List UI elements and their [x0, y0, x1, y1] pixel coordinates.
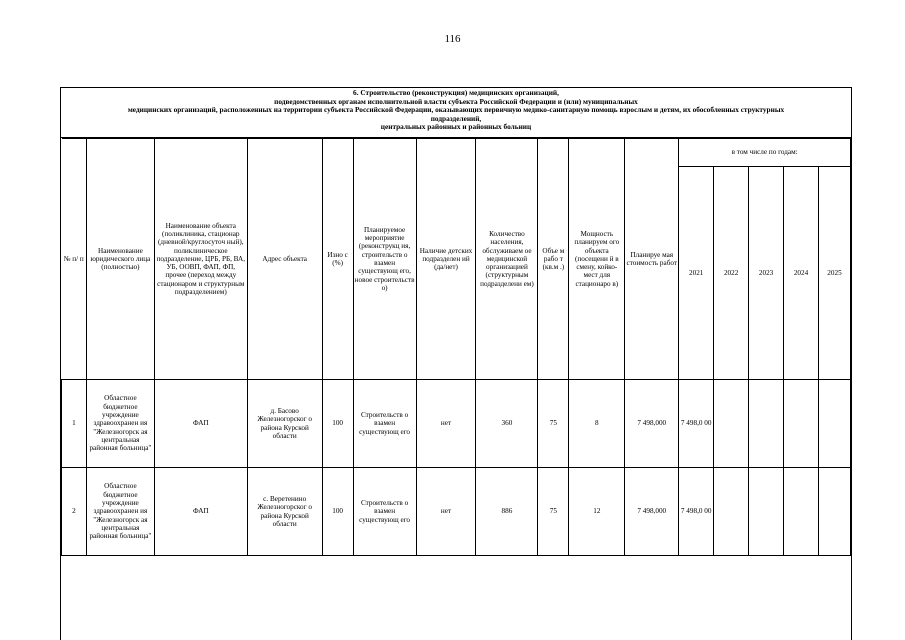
header-cost: Планируе мая стоимость работ [625, 139, 679, 380]
cell-num: 1 [62, 380, 87, 468]
header-year: 2025 [818, 167, 850, 380]
cell-legal-name: Областное бюджетное учреждение здравоохранен ия "Железногорск ая центральная районная больница" [86, 468, 154, 556]
table-row [62, 468, 851, 556]
header-object-name: Наименование объекта (поликлиника, стационар (дневной/круглосуточ ный), поликлиническое подразделение, ЦРБ, РБ, ВА, УБ, ООВП, ФАП, ФП, прочее (переход между стационаром и структурным подразделением) [154, 139, 247, 380]
header-volume: Объе м рабо т (кв.м .) [538, 139, 569, 380]
title-line: 6. Строительство (реконструкция) медицинских организаций, [353, 88, 559, 97]
cell-year-2021: 7 498,0 00 [679, 380, 714, 468]
header-years-group: в том числе по годам: [679, 139, 851, 167]
header-year: 2024 [784, 167, 819, 380]
cell-legal-name: Областное бюджетное учреждение здравоохранен ия "Железногорск ая центральная районная больница" [86, 380, 154, 468]
cell-year-2021: 7 498,0 00 [679, 468, 714, 556]
header-capacity: Мощность планируем ого объекта (посещени й в смену, койко-мест для стационаро в) [569, 139, 625, 380]
cell-volume: 75 [538, 468, 569, 556]
cell-cost: 7 498,000 [625, 468, 679, 556]
cell-year-2025 [818, 468, 850, 556]
header-children: Наличие детских подразделен ий (да/нет) [416, 139, 476, 380]
cell-capacity: 12 [569, 468, 625, 556]
title-line: подведомственных органам исполнительной власти субъекта Российской Федерации и (или) муниципальных [274, 96, 638, 106]
cell-population: 886 [476, 468, 538, 556]
cell-object-name: ФАП [154, 468, 247, 556]
header-wear: Изно с (%) [322, 139, 353, 380]
header-year: 2022 [714, 167, 749, 380]
cell-population: 360 [476, 380, 538, 468]
title-line: центральных районных и районных больниц [380, 122, 532, 132]
header-year: 2023 [749, 167, 784, 380]
header-population: Количество населения, обслуживаем ое медицинской организацией (структурным подразделени ем) [476, 139, 538, 380]
cell-address: д. Басово Железногорског о района Курской области [247, 380, 322, 468]
cell-capacity: 8 [569, 380, 625, 468]
cell-num: 2 [62, 468, 87, 556]
header-activity: Планируемое мероприятие (реконструкц ия, строительств о взамен существующ его, новое строительств о) [353, 139, 416, 380]
header-year: 2021 [679, 167, 714, 380]
header-address: Адрес объекта [247, 139, 322, 380]
table-frame [60, 87, 852, 640]
table-row [62, 380, 851, 468]
title-line: медицинских организаций, расположенных на территории субъекта Российской Федерации, оказывающих первичную медико-санитарную помощь взрослым и детям, их обособленных структурных [127, 105, 785, 115]
cell-year-2025 [818, 380, 850, 468]
cell-address: с. Веретенино Железногорског о района Курской области [247, 468, 322, 556]
cell-children: нет [416, 380, 476, 468]
cell-children: нет [416, 468, 476, 556]
header-row [62, 139, 851, 167]
page-number: 116 [444, 33, 461, 45]
cell-activity: Строительств о взамен существующ его [353, 380, 416, 468]
construction-table [61, 138, 851, 556]
cell-wear: 100 [322, 468, 353, 556]
title-line: подразделений, [430, 113, 482, 123]
cell-object-name: ФАП [154, 380, 247, 468]
cell-year-2023 [749, 468, 784, 556]
cell-cost: 7 498,000 [625, 380, 679, 468]
cell-year-2024 [784, 468, 819, 556]
header-legal-name: Наименование юридического лица (полностью) [86, 139, 154, 380]
cell-year-2023 [749, 380, 784, 468]
cell-activity: Строительств о взамен существующ его [353, 468, 416, 556]
cell-wear: 100 [322, 380, 353, 468]
cell-year-2022 [714, 380, 749, 468]
cell-year-2024 [784, 380, 819, 468]
cell-year-2022 [714, 468, 749, 556]
header-num: № п/ п [62, 139, 87, 380]
cell-volume: 75 [538, 380, 569, 468]
section-title [61, 88, 851, 138]
